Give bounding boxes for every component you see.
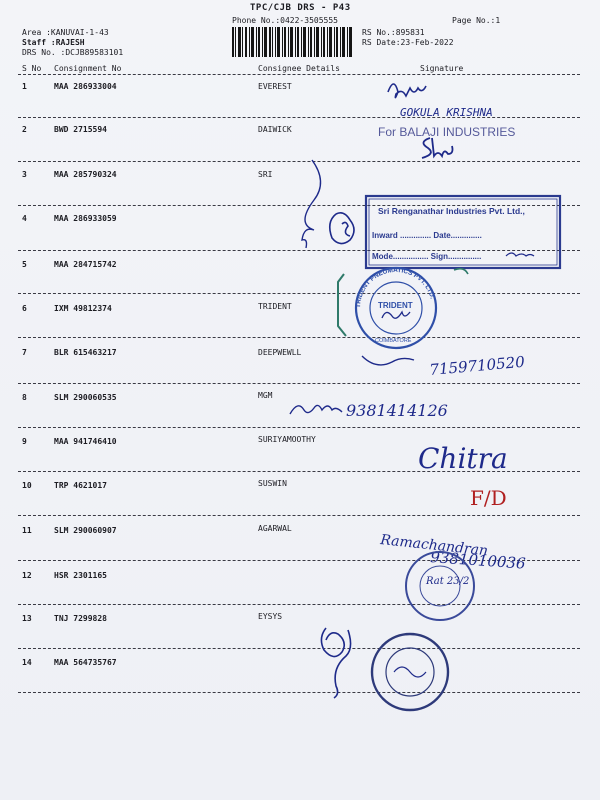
- staff-label: Staff :RAJESH: [22, 38, 85, 47]
- row-sno: 5: [22, 260, 27, 269]
- row-consignment: MAA 286933059: [54, 214, 117, 223]
- green-bracket-mark: [338, 274, 346, 336]
- signature-row7: [362, 356, 414, 365]
- row-consignee: MGM: [258, 391, 273, 400]
- row-consignee: SUSWIN: [258, 479, 287, 488]
- signature-row13-14: [321, 628, 350, 698]
- row-consignee: DEEPWEWLL: [258, 348, 302, 357]
- row-sno: 3: [22, 170, 27, 179]
- stamp-inward-line: Inward .............. Date..............: [372, 231, 482, 240]
- signature-row8: [290, 405, 342, 414]
- stamp-company-name: Sri Renganathar Industries Pvt. Ltd.,: [378, 206, 525, 216]
- column-header-consignee: Consignee Details: [258, 64, 340, 73]
- row-consignment: SLM 290060535: [54, 393, 117, 402]
- row-sno: 14: [22, 658, 32, 667]
- row-consignee: DAIWICK: [258, 125, 292, 134]
- row-sno: 9: [22, 437, 27, 446]
- stamp-trident-center: TRIDENT: [378, 301, 413, 310]
- row-consignment: MAA 285790324: [54, 170, 117, 179]
- area-label: Area :KANUVAI-1-43: [22, 28, 109, 37]
- row-consignee: EYSYS: [258, 612, 283, 621]
- signature-row3-5: [302, 160, 321, 248]
- row-sno: 10: [22, 481, 32, 490]
- row-sno: 6: [22, 304, 27, 313]
- handwritten-row12-initial: Rat 23/2: [426, 576, 470, 587]
- rs-date: RS Date:23-Feb-2022: [362, 38, 454, 47]
- handwritten-row10-mark: F/D: [470, 486, 507, 510]
- row-consignment: SLM 290060907: [54, 526, 117, 535]
- row-sno: 2: [22, 125, 27, 134]
- row-sno: 12: [22, 571, 32, 580]
- row-consignment: MAA 286933004: [54, 82, 117, 91]
- row-consignee: TRIDENT: [258, 302, 292, 311]
- handwritten-row7-phone: 7159710520: [428, 352, 526, 379]
- stamp-sign-scribble: [506, 253, 534, 256]
- row-consignment: BLR 615463217: [54, 348, 117, 357]
- stamp-trident-ring: TRIDENT PNEUMATICS PVT. LTD.: [354, 266, 436, 309]
- handwritten-row9-name: Chitra: [418, 442, 508, 475]
- row-sno: 4: [22, 214, 27, 223]
- stamp-trident-scribble: [382, 312, 410, 318]
- row-consignment: MAA 564735767: [54, 658, 117, 667]
- phone-number: Phone No.:0422-3505555: [232, 16, 338, 25]
- stamp-sri-renganathar: [366, 196, 560, 268]
- row-consignment: HSR 2301165: [54, 571, 107, 580]
- handwritten-row8-phone: 9381414126: [346, 401, 448, 420]
- stamp-row14-mark: [394, 667, 426, 677]
- row-consignment: IXM 49812374: [54, 304, 112, 313]
- row-consignment: TRP 4621017: [54, 481, 107, 490]
- signature-row4-circle: [330, 213, 354, 244]
- row-consignee: SRI: [258, 170, 273, 179]
- row-sno: 11: [22, 526, 32, 535]
- signature-row1: [388, 84, 426, 98]
- signature-row2: [422, 138, 453, 158]
- column-header-sno: S No: [22, 64, 42, 73]
- row-sno: 1: [22, 82, 27, 91]
- stamp-trident-bottom: COIMBATORE: [375, 338, 412, 344]
- row-consignee: SURIYAMOOTHY: [258, 435, 316, 444]
- stamp-trident: [355, 267, 436, 348]
- row-consignment: MAA 284715742: [54, 260, 117, 269]
- handwritten-row11-name: Ramachandran: [379, 532, 489, 560]
- drs-number: DRS No. :DCJB89583101: [22, 48, 124, 57]
- row-consignment: BWD 2715594: [54, 125, 107, 134]
- stamp-row14: [372, 634, 448, 710]
- handwritten-row11-phone: 9381010036: [429, 548, 527, 573]
- stamp-mode-line: Mode................ Sign...............: [372, 252, 482, 261]
- row-consignment: TNJ 7299828: [54, 614, 107, 623]
- row-sno: 13: [22, 614, 32, 623]
- row-consignee: AGARWAL: [258, 524, 292, 533]
- page-number: Page No.:1: [452, 16, 501, 25]
- column-header-signature: Signature: [420, 64, 464, 73]
- sheet-title: TPC/CJB DRS - P43: [250, 3, 351, 13]
- row-sno: 8: [22, 393, 27, 402]
- stamp-balaji-industries: For BALAJI INDUSTRIES: [378, 125, 516, 139]
- row-consignee: EVEREST: [258, 82, 292, 91]
- handwritten-row1-name: GOKULA KRISHNA: [400, 106, 493, 119]
- row-consignment: MAA 941746410: [54, 437, 117, 446]
- rs-number: RS No.:895831: [362, 28, 425, 37]
- column-header-consignment: Consignment No: [54, 64, 122, 73]
- green-mark: [454, 269, 468, 274]
- row-sno: 7: [22, 348, 27, 357]
